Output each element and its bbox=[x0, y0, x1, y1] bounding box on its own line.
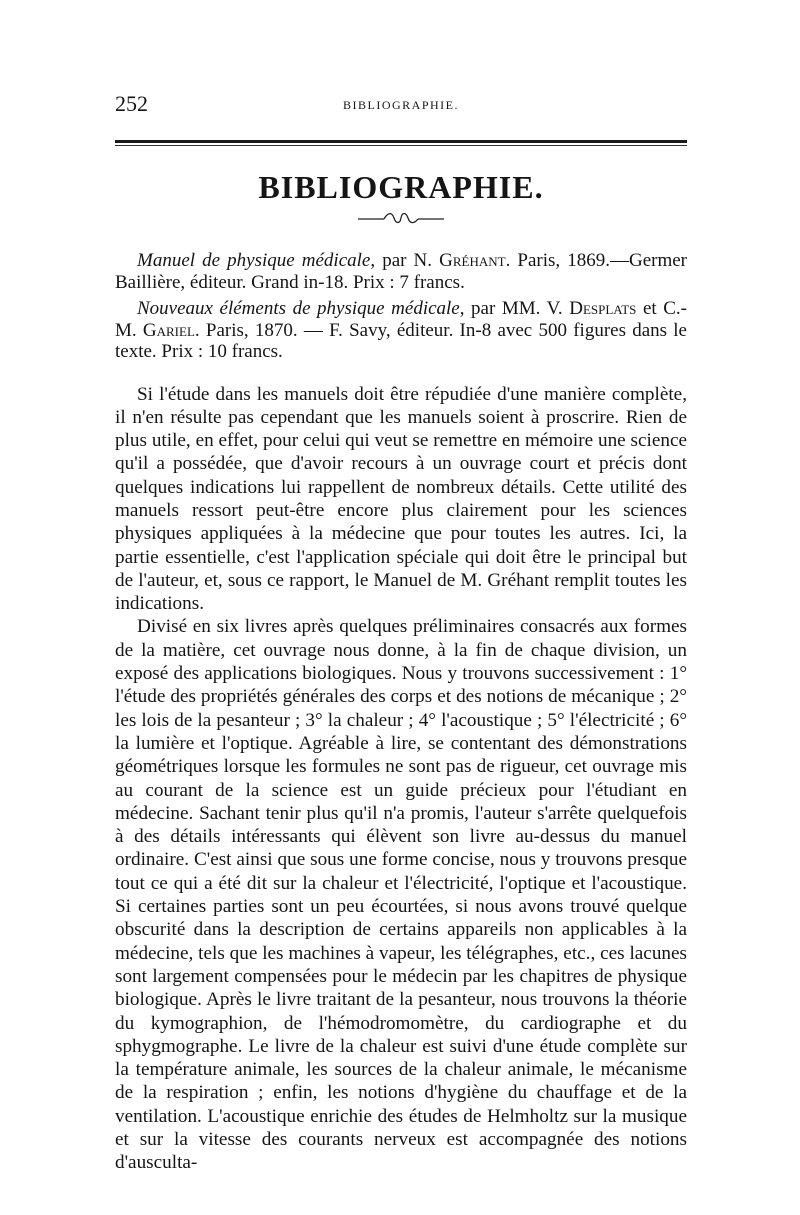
reference-text: , par MM. V. bbox=[459, 298, 570, 319]
reference-title: Manuel de physique médicale bbox=[137, 250, 371, 271]
reference-author: Gréhant bbox=[439, 250, 506, 271]
header-rule bbox=[115, 140, 687, 146]
paragraph: Si l'étude dans les manuels doit être répudiée d'une manière complète, il n'en résulte pas cependant que les manuels soient à proscrire. Rien de plus utile, en effet, pour celui qui veut se remettre en mémoire une science qu'il a possédée, que d'avoir recours à un ouvrage court et précis dont quelques indications lui rappellent de nombreux détails. Cette utilité des manuels ressort peut-être encore plus clairement pour les sciences physiques appliquées à la médecine que pour toutes les autres. Ici, la partie essentielle, c'est l'application spéciale qui doit être le principal but de l'auteur, et, sous ce rapport, le Manuel de M. Gréhant remplit toutes les indications. bbox=[115, 383, 687, 615]
reference-text: , par N. bbox=[370, 250, 440, 271]
reference-author: Desplats bbox=[569, 298, 637, 319]
page-number: 252 bbox=[115, 91, 148, 116]
reference-title: Nouveaux éléments de physique médicale bbox=[137, 298, 460, 319]
running-head bbox=[115, 92, 687, 120]
section-title: BIBLIOGRAPHIE. bbox=[258, 169, 544, 205]
references bbox=[115, 250, 687, 363]
book-page bbox=[115, 92, 687, 1175]
reference-entry bbox=[115, 298, 687, 363]
running-title: BIBLIOGRAPHIE. bbox=[343, 98, 459, 112]
reference-text: et C.-M. bbox=[115, 298, 688, 341]
reference-details: . Paris, 1869.—Germer Baillière, éditeur. Grand in-18. Prix : 7 francs. bbox=[115, 250, 688, 293]
paragraph: Divisé en six livres après quelques préliminaires consacrés aux formes de la matière, cet ouvrage nous donne, à la fin de chaque division, un exposé des applications biologiques. Nous y trouvons successivement : 1° l'étude des propriétés générales des corps et des notions de mécanique ; 2° les lois de la pesanteur ; 3° la chaleur ; 4° l'acoustique ; 5° l'électricité ; 6° la lumière et l'optique. Agréable à lire, se contentant des démonstrations géométriques lorsque les formules ne sont pas de rigueur, cet ouvrage mis au courant de la science est un guide précieux pour l'étudiant en médecine. Sachant tenir plus qu'il n'a promis, l'auteur s'arrête quelquefois à des détails intéressants qui élèvent son livre au-dessus du manuel ordinaire. C'est ainsi que sous une forme concise, nous y trouvons presque tout ce qui a été dit sur la chaleur et l'électricité, l'optique et l'acoustique. Si certaines parties sont un peu écourtées, si nous avons trouvé quelque obscurité dans la description de certains appareils non applicables à la médecine, tels que les machines à vapeur, les télégraphes, etc., ces lacunes sont largement compensées pour le médecin par les chapitres de physique biologique. Après le livre traitant de la pesanteur, nous trouvons la théorie du kymographion, de l'hémodromomètre, du cardiographe et du sphygmographe. Le livre de la chaleur est suivi d'une étude complète sur la température animale, les sources de la chaleur animale, le mécanisme de la respiration ; enfin, les notions d'hygiène du chauffage et de la ventilation. L'acoustique enrichie des études de Helmholtz sur la musique et sur la vitesse des courants nerveux est accompagnée des notions d'ausculta- bbox=[115, 616, 687, 1174]
review-body bbox=[115, 383, 687, 1175]
reference-details: . Paris, 1870. — F. Savy, éditeur. In-8 avec 500 figures dans le texte. Prix : 10 francs. bbox=[115, 319, 687, 362]
ornament-flourish-icon bbox=[115, 210, 687, 232]
reference-entry bbox=[115, 250, 687, 293]
reference-author: Gariel bbox=[142, 319, 195, 341]
